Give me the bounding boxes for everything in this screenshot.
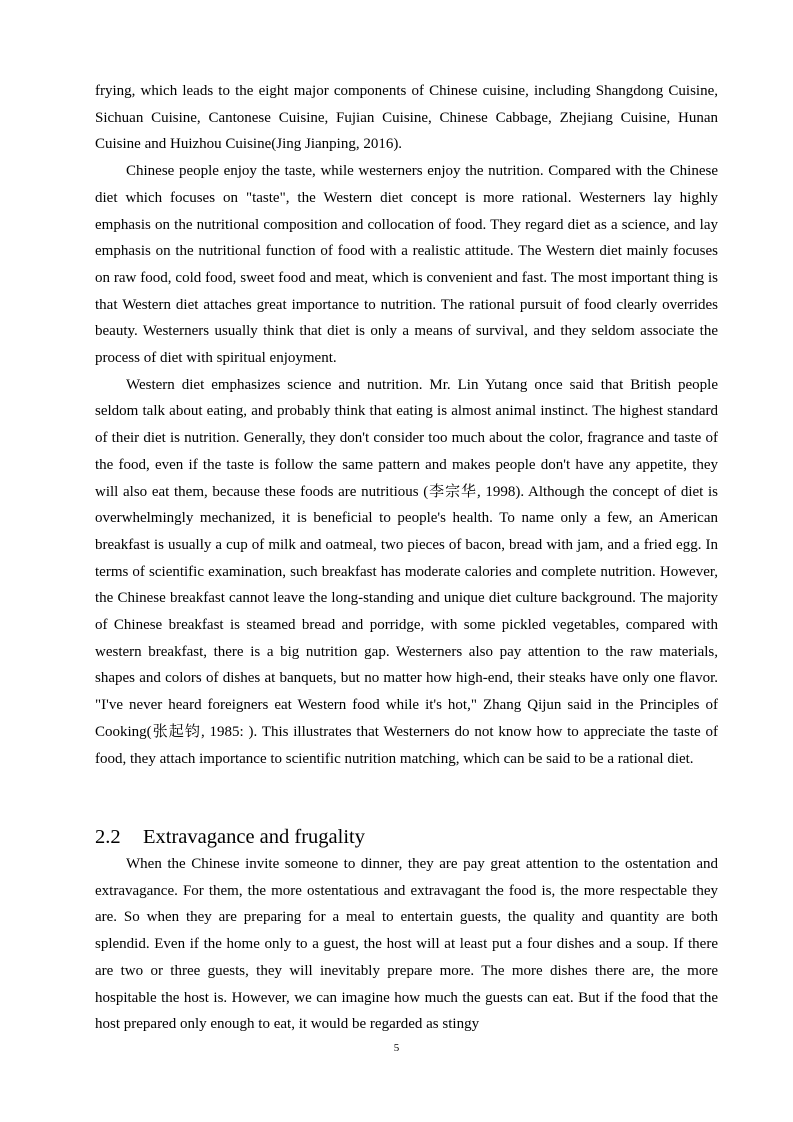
- text-block-lower: [95, 851, 718, 1038]
- paragraph-extravagance: When the Chinese invite someone to dinner, they are pay great attention to the ostentation and extravagance. For them, the more ostentatious and extravagant the food is, the more respectable they are. So when they are preparing for a meal to entertain guests, the quality and quantity are both splendid. Even if the home only to a guest, the host will at least put a four dishes and a soup. If there are two or three guests, they will inevitably prepare more. The more dishes there are, the more hospitable the host is. However, we can imagine how much the guests can eat. But if the food that the host prepared only enough to eat, it would be regarded as stingy: [95, 856, 718, 1033]
- paragraph-science-and-nutrition: Western diet emphasizes science and nutrition. Mr. Lin Yutang once said that British people seldom talk about eating, and probably think that eating is almost animal instinct. The highest standard of their diet is nutrition. Generally, they don't consider too much about the color, fragrance and taste of the food, even if the taste is follow the same pattern and makes people don't have any appetite, they will also eat them, because these foods are nutritious (李宗华, 1998). Although the concept of diet is overwhelmingly mechanized, it is beneficial to people's health. To name only a few, an American breakfast is usually a cup of milk and oatmeal, two pieces of bacon, bread with jam, and a fried egg. In terms of scientific examination, such breakfast has moderate calories and complete nutrition. However, the Chinese breakfast cannot leave the long-standing and unique diet culture background. The majority of Chinese breakfast is steamed bread and porridge, with some pickled vegetables, compared with western breakfast, there is a big nutrition gap. Westerners also pay attention to the raw materials, shapes and colors of dishes at banquets, but no matter how high-end, their steaks have only one flavor. "I've never heard foreigners eat Western food while it's hot," Zhang Qijun said in the Principles of Cooking(张起钧, 1985: ). This illustrates that Westerners do not know how to appreciate the taste of food, they attach importance to scientific nutrition matching, which can be said to be a rational diet.: [95, 376, 718, 767]
- paragraph-continuation: frying, which leads to the eight major components of Chinese cuisine, including Shangdong Cuisine, Sichuan Cuisine, Cantonese Cuisine, Fujian Cuisine, Chinese Cabbage, Zhejiang Cuisine, Hunan Cuisine and Huizhou Cuisine(Jing Jianping, 2016).: [95, 83, 718, 153]
- text-block-upper: [95, 78, 718, 772]
- paragraph-taste-vs-nutrition: Chinese people enjoy the taste, while westerners enjoy the nutrition. Compared with the Chinese diet which focuses on "taste", the Western diet concept is more rational. Westerners lay highly emphasis on the nutritional composition and collocation of food. They regard diet as a science, and lay emphasis on the nutritional function of food with a realistic attitude. The Western diet mainly focuses on raw food, cold food, sweet food and meat, which is convenient and fast. The most important thing is that Western diet attaches great importance to nutrition. The rational pursuit of food clearly overrides beauty. Westerners usually think that diet is only a means of survival, and they seldom associate the process of diet with spiritual enjoyment.: [95, 163, 718, 367]
- section-number: 2.2: [95, 826, 121, 848]
- section-heading: [95, 823, 365, 851]
- section-title: Extravagance and frugality: [143, 826, 365, 848]
- page-number: 5: [393, 1042, 400, 1054]
